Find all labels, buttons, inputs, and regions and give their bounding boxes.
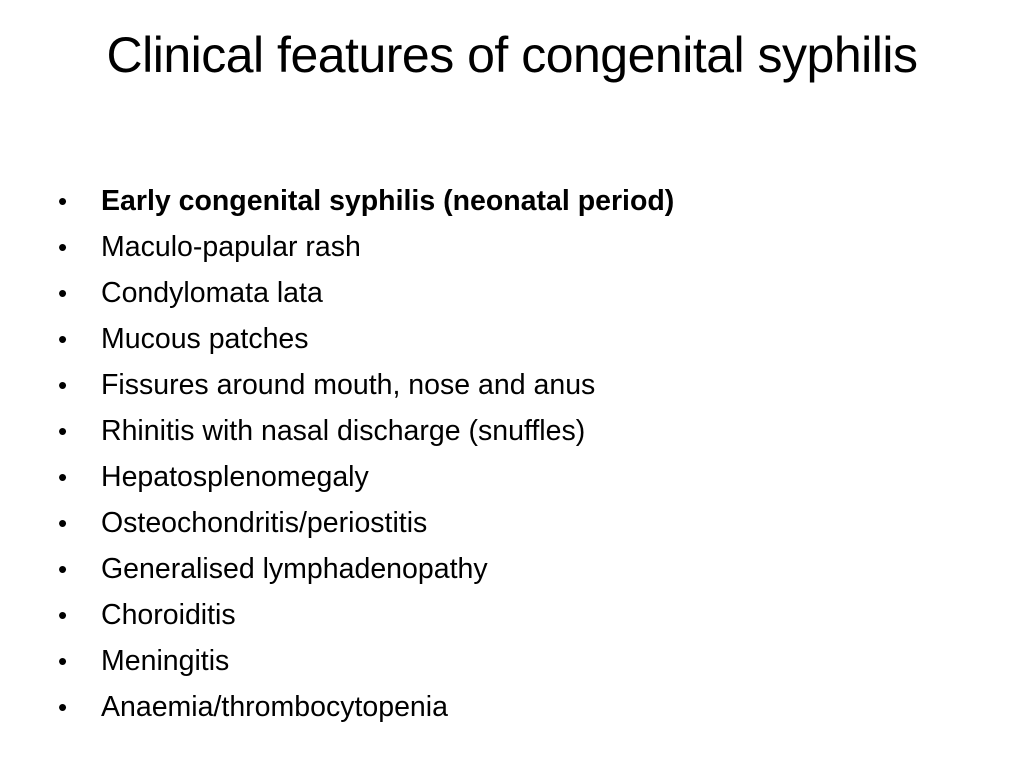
bullet-item [58, 316, 978, 362]
bullet-item [58, 638, 978, 684]
bullet-marker: • [58, 554, 68, 584]
bullet-marker: • [58, 692, 68, 722]
bullet-item [58, 270, 978, 316]
bullet-marker: • [58, 508, 68, 538]
bullet-text: Rhinitis with nasal discharge (snuffles) [101, 415, 586, 447]
bullet-text: Mucous patches [101, 323, 309, 355]
bullet-item [58, 362, 978, 408]
bullet-marker: • [58, 370, 68, 400]
bullet-text: Choroiditis [101, 599, 236, 631]
bullet-text: Hepatosplenomegaly [101, 461, 369, 493]
bullet-marker: • [58, 416, 68, 446]
bullet-marker: • [58, 278, 68, 308]
bullet-text: Meningitis [101, 645, 230, 677]
bullet-item [58, 224, 978, 270]
bullet-marker: • [58, 232, 68, 262]
bullet-marker: • [58, 646, 68, 676]
slide-title: Clinical features of congenital syphilis [106, 27, 918, 83]
bullet-text: Fissures around mouth, nose and anus [101, 369, 596, 401]
bullet-text: Osteochondritis/periostitis [101, 507, 428, 539]
bullet-marker: • [58, 600, 68, 630]
bullet-item [58, 592, 978, 638]
bullet-marker: • [58, 324, 68, 354]
bullet-text: Condylomata lata [101, 277, 323, 309]
bullet-list [58, 178, 978, 730]
bullet-item [58, 178, 978, 224]
bullet-text: Early congenital syphilis (neonatal period) [101, 185, 675, 217]
bullet-item [58, 500, 978, 546]
bullet-item [58, 454, 978, 500]
bullet-item [58, 408, 978, 454]
bullet-text: Anaemia/thrombocytopenia [101, 691, 448, 723]
bullet-marker: • [58, 462, 68, 492]
bullet-item [58, 546, 978, 592]
bullet-text: Maculo-papular rash [101, 231, 361, 263]
bullet-text: Generalised lymphadenopathy [101, 553, 488, 585]
bullet-marker: • [58, 186, 68, 216]
bullet-item [58, 684, 978, 730]
